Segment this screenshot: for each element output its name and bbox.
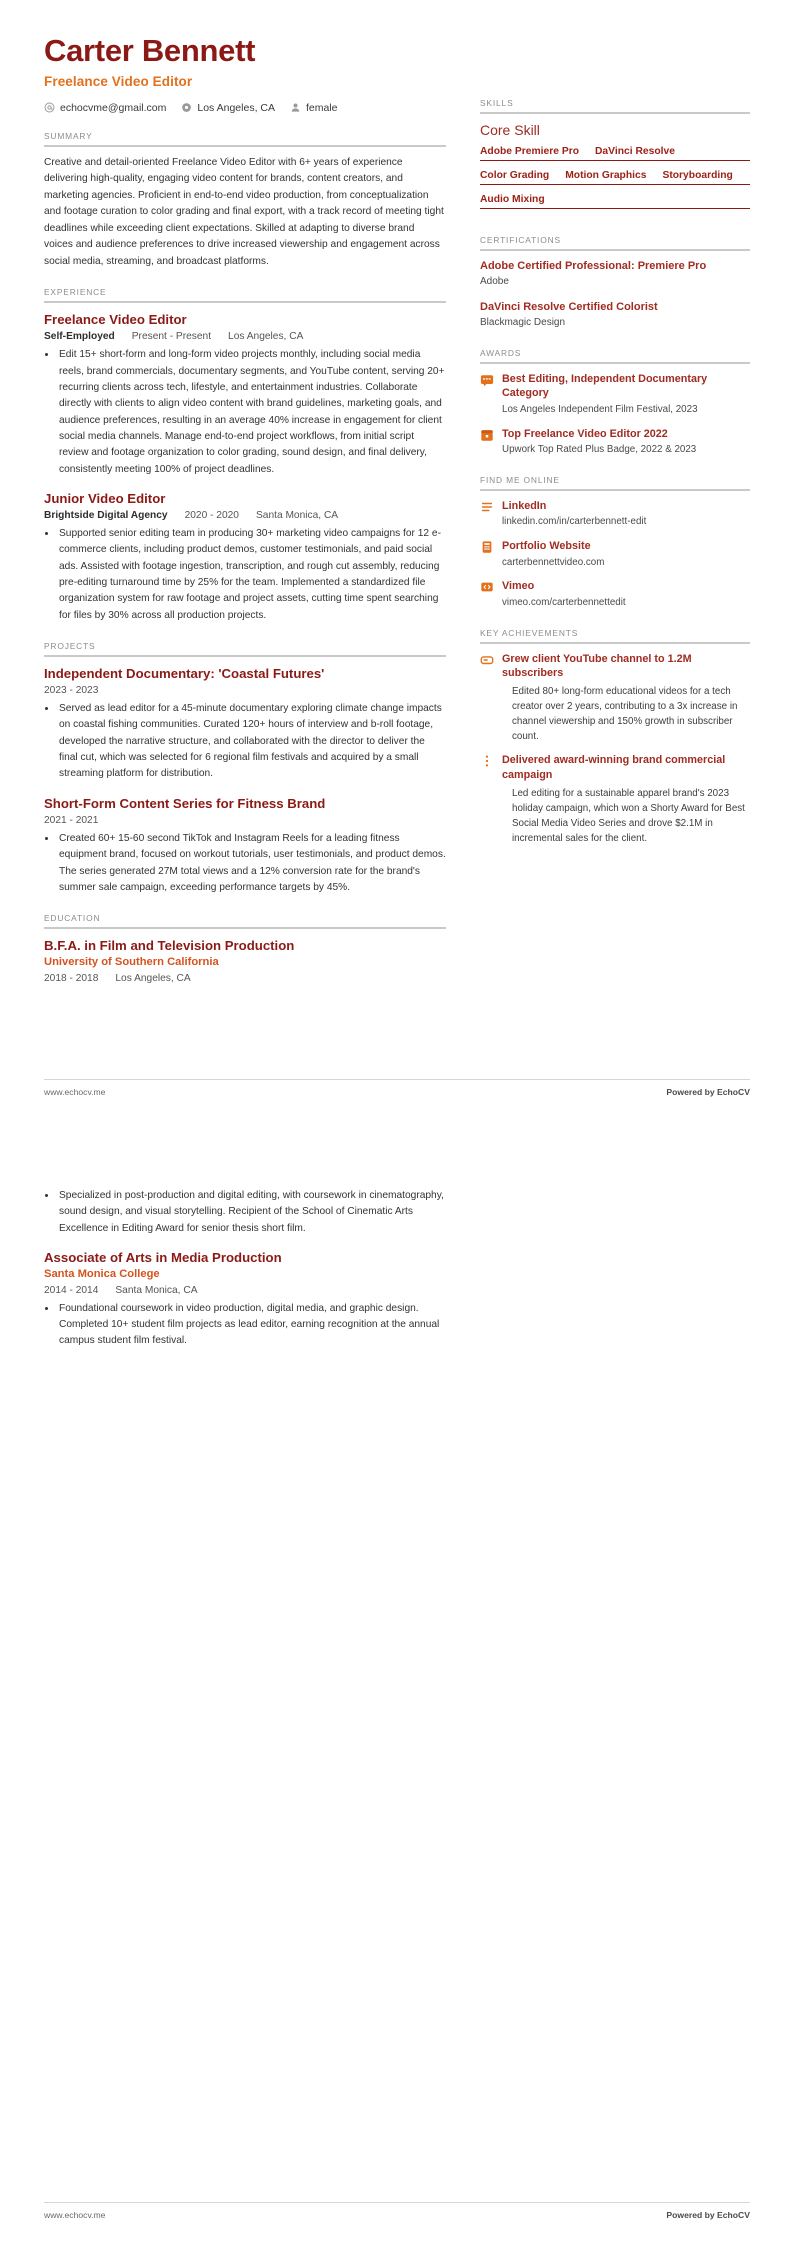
document-icon <box>480 540 494 554</box>
footer-row <box>44 1080 750 1097</box>
experience-dates: Present - Present <box>131 331 212 343</box>
footer-website[interactable]: www.echocv.me <box>44 2210 106 2220</box>
section-rule <box>44 655 446 657</box>
section-label-certifications: CERTIFICATIONS <box>480 234 561 245</box>
page-footer <box>44 1079 750 1097</box>
skill-tag: Motion Graphics <box>565 169 647 181</box>
bullet-item: • Created 60+ 15-60 second TikTok and Instagram Reels for a leading fitness equipment brand, focused on workout tutorials, user testimonials, and product demos. The series generated 27M total views and a 12% conversion rate for the brand's summer sale campaign, exceeding performance targets by 45%. <box>57 831 446 896</box>
section-label-summary: SUMMARY <box>44 130 93 141</box>
achievement-entry <box>480 652 750 745</box>
education-bullets <box>57 1188 446 1237</box>
section-projects <box>44 641 446 896</box>
achievement-title: Grew client YouTube channel to 1.2M subscribers <box>502 652 692 680</box>
online-profile-body <box>502 579 750 610</box>
section-label-experience: EXPERIENCE <box>44 287 107 298</box>
section-skills <box>480 98 750 218</box>
bullet-item: • Served as lead editor for a 45-minute documentary exploring climate change impacts on coastal fishing communities. Curated 120+ hours of interview and b-roll footage, developed the narrative structure, and collaborated with the director to deliver the final cut, which was selected for 6 regional film festivals and acquired by a small streaming platform for distribution. <box>57 701 446 783</box>
section-experience <box>44 287 446 624</box>
resume-page-2 <box>0 1123 794 2246</box>
skill-tag: Storyboarding <box>662 169 733 181</box>
education-meta <box>44 1285 446 1296</box>
summary-text: Creative and detail-oriented Freelance Video Editor with 6+ years of experience delivering high-quality, engaging video content for brands, content creators, and marketing agencies. Proficient in end-to-end video production, from conceptualization and footage curation to color grading and final export, with a track record of meeting tight deadlines while exceeding client expectations. Skilled at adapting to diverse brand voices and audience preferences to drive increased viewership and engagement across social media, streaming, and broadcast platforms. <box>44 156 444 267</box>
education-bullets <box>57 1301 446 1350</box>
award-entry <box>480 372 750 418</box>
experience-location: Santa Monica, CA <box>255 510 339 522</box>
education-entry <box>44 937 446 984</box>
section-education <box>44 913 446 984</box>
section-rule <box>44 927 446 929</box>
experience-entry <box>44 311 446 478</box>
contact-row <box>44 102 446 114</box>
education-school: Santa Monica College <box>44 1268 160 1281</box>
main-column <box>44 34 468 986</box>
certification-entry <box>480 259 750 290</box>
dots-icon <box>480 754 494 768</box>
skill-tag-row <box>480 170 750 185</box>
section-certifications <box>480 235 750 331</box>
section-summary <box>44 131 446 271</box>
bullet-item: • Edit 15+ short-form and long-form video projects monthly, including social media reels, brand commercials, documentary segments, and YouTube content, serving 20+ recurring clients across tech, lifestyle, and entertainment industries. Collaborate directly with clients to align video content with brand guidelines, marketing goals, and audience preferences, resulting in an average 40% increase in engagement for client social media channels. Manage end-to-end project workflows, from initial script review and footage organization to color grading, sound design, and final delivery, consistently meeting 100% of project deadlines. <box>57 347 446 478</box>
section-rule <box>480 112 750 114</box>
contact-gender-text: female <box>306 101 338 114</box>
badge-icon <box>480 653 494 667</box>
calendar-icon <box>480 428 494 442</box>
email-icon <box>44 102 55 113</box>
footer-branding: Powered by EchoCV <box>666 2210 750 2220</box>
experience-bullets <box>57 526 446 624</box>
page-2-columns <box>44 1183 750 1352</box>
education-dates: 2018 - 2018 <box>44 972 99 984</box>
skill-tag-rows <box>480 146 750 218</box>
contact-email-text: echocvme@gmail.com <box>60 101 167 114</box>
location-icon <box>181 102 192 113</box>
contact-gender <box>290 102 338 114</box>
footer-branding: Powered by EchoCV <box>666 1087 750 1097</box>
experience-bullets <box>57 347 446 478</box>
experience-location: Los Angeles, CA <box>228 331 304 343</box>
project-title: Independent Documentary: 'Coastal Futures' <box>44 666 325 682</box>
lines-icon <box>480 500 494 514</box>
contact-location-text: Los Angeles, CA <box>197 101 275 114</box>
section-label-awards: AWARDS <box>480 347 522 358</box>
experience-entry <box>44 490 446 624</box>
section-rule <box>480 362 750 364</box>
sidebar-column <box>468 34 750 855</box>
bullet-item: • Foundational coursework in video production, digital media, and graphic design. Completed 10+ student film projects as lead editor, earning recognition at the annual campus student film festival. <box>57 1301 446 1350</box>
project-bullets <box>57 701 446 783</box>
online-profile-title: Vimeo <box>502 580 535 593</box>
experience-title: Junior Video Editor <box>44 490 166 506</box>
award-title: Top Freelance Video Editor 2022 <box>502 427 668 440</box>
experience-org: Self-Employed <box>44 331 115 343</box>
award-sub: Upwork Top Rated Plus Badge, 2022 & 2023 <box>502 444 697 456</box>
footer-website[interactable]: www.echocv.me <box>44 1087 106 1097</box>
certification-title: DaVinci Resolve Certified Colorist <box>480 300 658 313</box>
experience-dates: 2020 - 2020 <box>184 510 239 522</box>
award-body <box>502 427 750 458</box>
education-location: Santa Monica, CA <box>115 1284 198 1296</box>
online-profile-title: LinkedIn <box>502 499 547 512</box>
award-title: Best Editing, Independent Documentary Category <box>502 372 708 400</box>
candidate-job-title: Freelance Video Editor <box>44 73 193 89</box>
online-profile-entry[interactable] <box>480 499 750 530</box>
achievement-body <box>502 753 750 846</box>
education-meta <box>44 973 446 984</box>
project-entry <box>44 665 446 783</box>
skill-tag: Adobe Premiere Pro <box>480 145 579 157</box>
online-profile-body <box>502 539 750 570</box>
section-rule <box>44 145 446 147</box>
section-awards <box>480 348 750 458</box>
page-footer <box>44 2202 750 2220</box>
education-title: Associate of Arts in Media Production <box>44 1249 282 1265</box>
experience-meta <box>44 510 446 521</box>
online-profile-url[interactable]: linkedin.com/in/carterbennett-edit <box>502 516 647 528</box>
section-label-key-achievements: KEY ACHIEVEMENTS <box>480 627 579 638</box>
skill-tag: DaVinci Resolve <box>595 145 675 157</box>
resume-header <box>44 34 446 114</box>
bullet-item: • Specialized in post-production and digital editing, with coursework in cinematography, sound design, and visual storytelling. Recipient of the School of Cinematic Arts Excellence in Editing Award for senior thesis short film. <box>57 1188 446 1237</box>
online-profile-title: Portfolio Website <box>502 540 591 553</box>
experience-title: Freelance Video Editor <box>44 312 187 328</box>
candidate-name: Carter Bennett <box>44 33 256 68</box>
award-entry <box>480 427 750 458</box>
online-profile-body <box>502 499 750 530</box>
education-title: B.F.A. in Film and Television Production <box>44 938 295 954</box>
section-label-skills: SKILLS <box>480 98 514 108</box>
online-profile-entry[interactable] <box>480 539 750 570</box>
main-column-continued <box>44 1183 468 1352</box>
section-rule <box>44 301 446 303</box>
page-1-columns <box>44 34 750 986</box>
certification-issuer: Adobe <box>480 276 509 288</box>
certification-title: Adobe Certified Professional: Premiere Pro <box>480 259 707 272</box>
skill-tag: Audio Mixing <box>480 193 545 205</box>
bullet-item: • Supported senior editing team in producing 30+ marketing video campaigns for 12 e-commerce clients, including product demos, customer testimonials, and paid social ads. Assisted with footage ingestion, transcription, and rough cut assembly, reducing pre-editing turnaround time by 25% for the team. Implemented a standardized file organization system for raw footage and project assets, cutting time spent searching for files by 30% across all production projects. <box>57 526 446 624</box>
education-entry <box>44 1249 446 1350</box>
section-rule <box>480 489 750 491</box>
section-find-me-online <box>480 475 750 611</box>
award-sub: Los Angeles Independent Film Festival, 2023 <box>502 403 698 415</box>
experience-meta <box>44 331 446 342</box>
contact-email[interactable] <box>44 102 166 114</box>
skill-tag-row <box>480 146 750 161</box>
project-meta <box>44 685 446 696</box>
award-body <box>502 372 750 418</box>
speech-bubble-icon <box>480 373 494 387</box>
section-rule <box>480 642 750 644</box>
project-bullets <box>57 831 446 896</box>
project-dates: 2021 - 2021 <box>44 814 99 826</box>
certification-issuer: Blackmagic Design <box>480 317 566 329</box>
education-location: Los Angeles, CA <box>115 972 191 984</box>
experience-org: Brightside Digital Agency <box>44 510 168 522</box>
section-label-education: EDUCATION <box>44 913 101 924</box>
achievement-title: Delivered award-winning brand commercial campaign <box>502 754 726 782</box>
section-rule <box>480 249 750 251</box>
achievement-body <box>502 652 750 745</box>
code-icon <box>480 580 494 594</box>
achievement-entry <box>480 753 750 846</box>
core-skill-heading: Core Skill <box>480 122 540 138</box>
project-dates: 2023 - 2023 <box>44 685 99 697</box>
online-profile-url[interactable]: vimeo.com/carterbennettedit <box>502 596 626 608</box>
online-profile-entry[interactable] <box>480 579 750 610</box>
section-key-achievements <box>480 628 750 847</box>
section-label-projects: PROJECTS <box>44 641 96 652</box>
skill-tag: Color Grading <box>480 169 550 181</box>
certification-entry <box>480 300 750 331</box>
skill-tag-row <box>480 194 750 209</box>
achievement-description: Edited 80+ long-form educational videos for a tech creator over 2 years, contributing to a 3x increase in channel viewership and 150% growth in subscriber count. <box>512 685 738 743</box>
person-icon <box>290 102 301 113</box>
achievement-description: Led editing for a sustainable apparel brand's 2023 holiday campaign, which won a Shorty Award for Best Social Media Video Series and drove $2.1M in incremental sales for the client. <box>512 787 745 845</box>
online-profile-url[interactable]: carterbennettvideo.com <box>502 556 605 568</box>
education-school: University of Southern California <box>44 956 219 969</box>
footer-row <box>44 2203 750 2220</box>
project-entry <box>44 795 446 896</box>
project-title: Short-Form Content Series for Fitness Brand <box>44 795 326 811</box>
section-label-find-me-online: FIND ME ONLINE <box>480 474 560 485</box>
education-continued <box>44 1188 446 1350</box>
project-meta <box>44 815 446 826</box>
contact-location <box>181 102 275 114</box>
education-dates: 2014 - 2014 <box>44 1284 99 1296</box>
